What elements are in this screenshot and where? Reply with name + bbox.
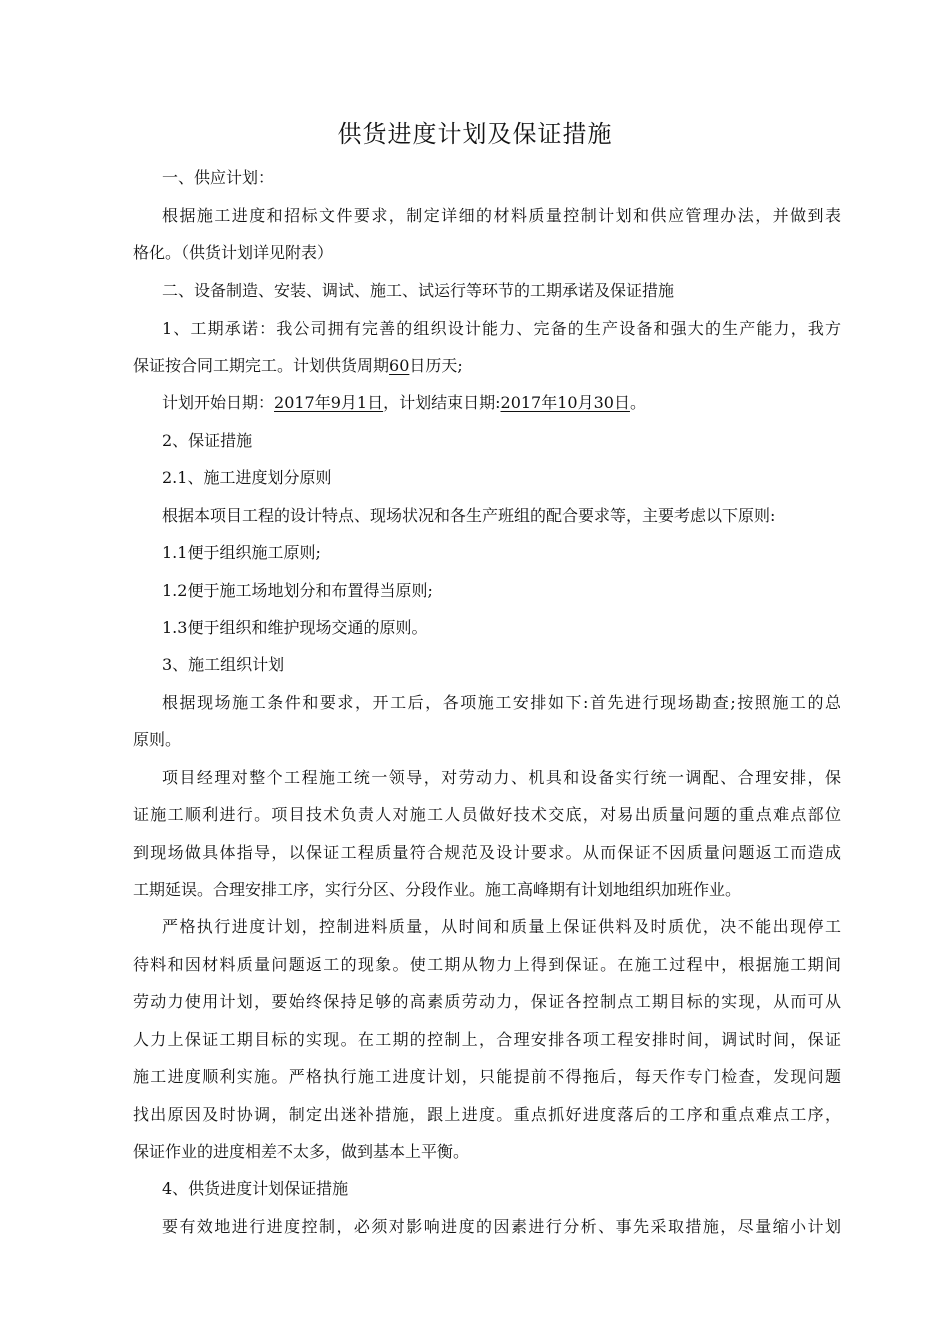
subsection-heading: 2.1、施工进度划分原则 bbox=[162, 468, 332, 487]
text-run: 。 bbox=[629, 393, 646, 412]
paragraph-line: 根据本项目工程的设计特点、现场状况和各生产班组的配合要求等，主要考虑以下原则: bbox=[162, 506, 776, 525]
section-4-heading: 4、供货进度计划保证措施 bbox=[162, 1179, 349, 1198]
text-run: ，计划结束日期: bbox=[383, 393, 501, 412]
paragraph-line: 项目经理对整个工程施工统一领导，对劳动力、机具和设备实行统一调配、合理安排，保 bbox=[162, 768, 841, 787]
paragraph-line: 要有效地进行进度控制，必须对影响进度的因素进行分析、事先采取措施，尽量缩小计划 bbox=[162, 1217, 841, 1236]
subsection-heading: 2、保证措施 bbox=[162, 431, 253, 450]
text-run: 日历天; bbox=[409, 356, 463, 375]
paragraph-line: 人力上保证工期目标的实现。在工期的控制上，合理安排各项工程安排时间，调试时间，保证 bbox=[133, 1030, 841, 1049]
paragraph-line: 保证作业的进度相差不太多，做到基本上平衡。 bbox=[133, 1142, 470, 1161]
paragraph-line: 待料和因材料质量问题返工的现象。使工期从物力上得到保证。在施工过程中，根据施工期间 bbox=[133, 955, 841, 974]
start-date: 2017年9月1日 bbox=[274, 393, 384, 412]
section-3-heading: 3、施工组织计划 bbox=[162, 655, 285, 674]
document-title: 供货进度计划及保证措施 bbox=[337, 120, 613, 148]
paragraph-line: 根据现场施工条件和要求，开工后，各项施工安排如下:首先进行现场勘查;按照施工的总 bbox=[162, 693, 841, 712]
text-run: 保证按合同工期完工。计划供货周期 bbox=[133, 356, 390, 375]
paragraph-line: 1、工期承诺：我公司拥有完善的组织设计能力、完备的生产设备和强大的生产能力，我方 bbox=[162, 319, 841, 338]
supply-period-days: 60 bbox=[389, 356, 410, 375]
paragraph-line: 劳动力使用计划，要始终保持足够的高素质劳动力，保证各控制点工期目标的实现，从而可从 bbox=[133, 992, 841, 1011]
paragraph-line: 施工进度顺利实施。严格执行施工进度计划，只能提前不得拖后，每天作专门检查，发现问题 bbox=[133, 1067, 841, 1086]
paragraph-line: 找出原因及时协调，制定出迷补措施，跟上进度。重点抓好进度落后的工序和重点难点工序， bbox=[133, 1105, 841, 1124]
text-run: 计划开始日期： bbox=[162, 393, 275, 412]
paragraph-line: 原则。 bbox=[133, 730, 182, 749]
paragraph-line: 格化。（供货计划详见附表） bbox=[133, 243, 334, 262]
end-date: 2017年10月30日 bbox=[500, 393, 630, 412]
paragraph-line: 严格执行进度计划，控制进料质量，从时间和质量上保证供料及时质优，决不能出现停工 bbox=[162, 917, 841, 936]
list-item: 1.2便于施工场地划分和布置得当原则; bbox=[162, 581, 433, 600]
paragraph-line: 证施工顺利进行。项目技术负责人对施工人员做好技术交底，对易出质量问题的重点难点部位 bbox=[133, 805, 841, 824]
paragraph-line bbox=[133, 355, 841, 377]
paragraph-line: 工期延误。合理安排工序，实行分区、分段作业。施工高峰期有计划地组织加班作业。 bbox=[133, 880, 742, 899]
section-2-heading: 二、设备制造、安装、调试、施工、试运行等环节的工期承诺及保证措施 bbox=[162, 281, 675, 300]
list-item: 1.3便于组织和维护现场交通的原则。 bbox=[162, 618, 428, 637]
list-item: 1.1便于组织施工原则; bbox=[162, 543, 321, 562]
paragraph-line: 根据施工进度和招标文件要求，制定详细的材料质量控制计划和供应管理办法，并做到表 bbox=[162, 206, 841, 225]
section-1-heading: 一、供应计划： bbox=[162, 168, 275, 187]
paragraph-line: 到现场做具体指导，以保证工程质量符合规范及设计要求。从而保证不因质量问题返工而造成 bbox=[133, 843, 841, 862]
schedule-dates-line bbox=[162, 392, 870, 414]
